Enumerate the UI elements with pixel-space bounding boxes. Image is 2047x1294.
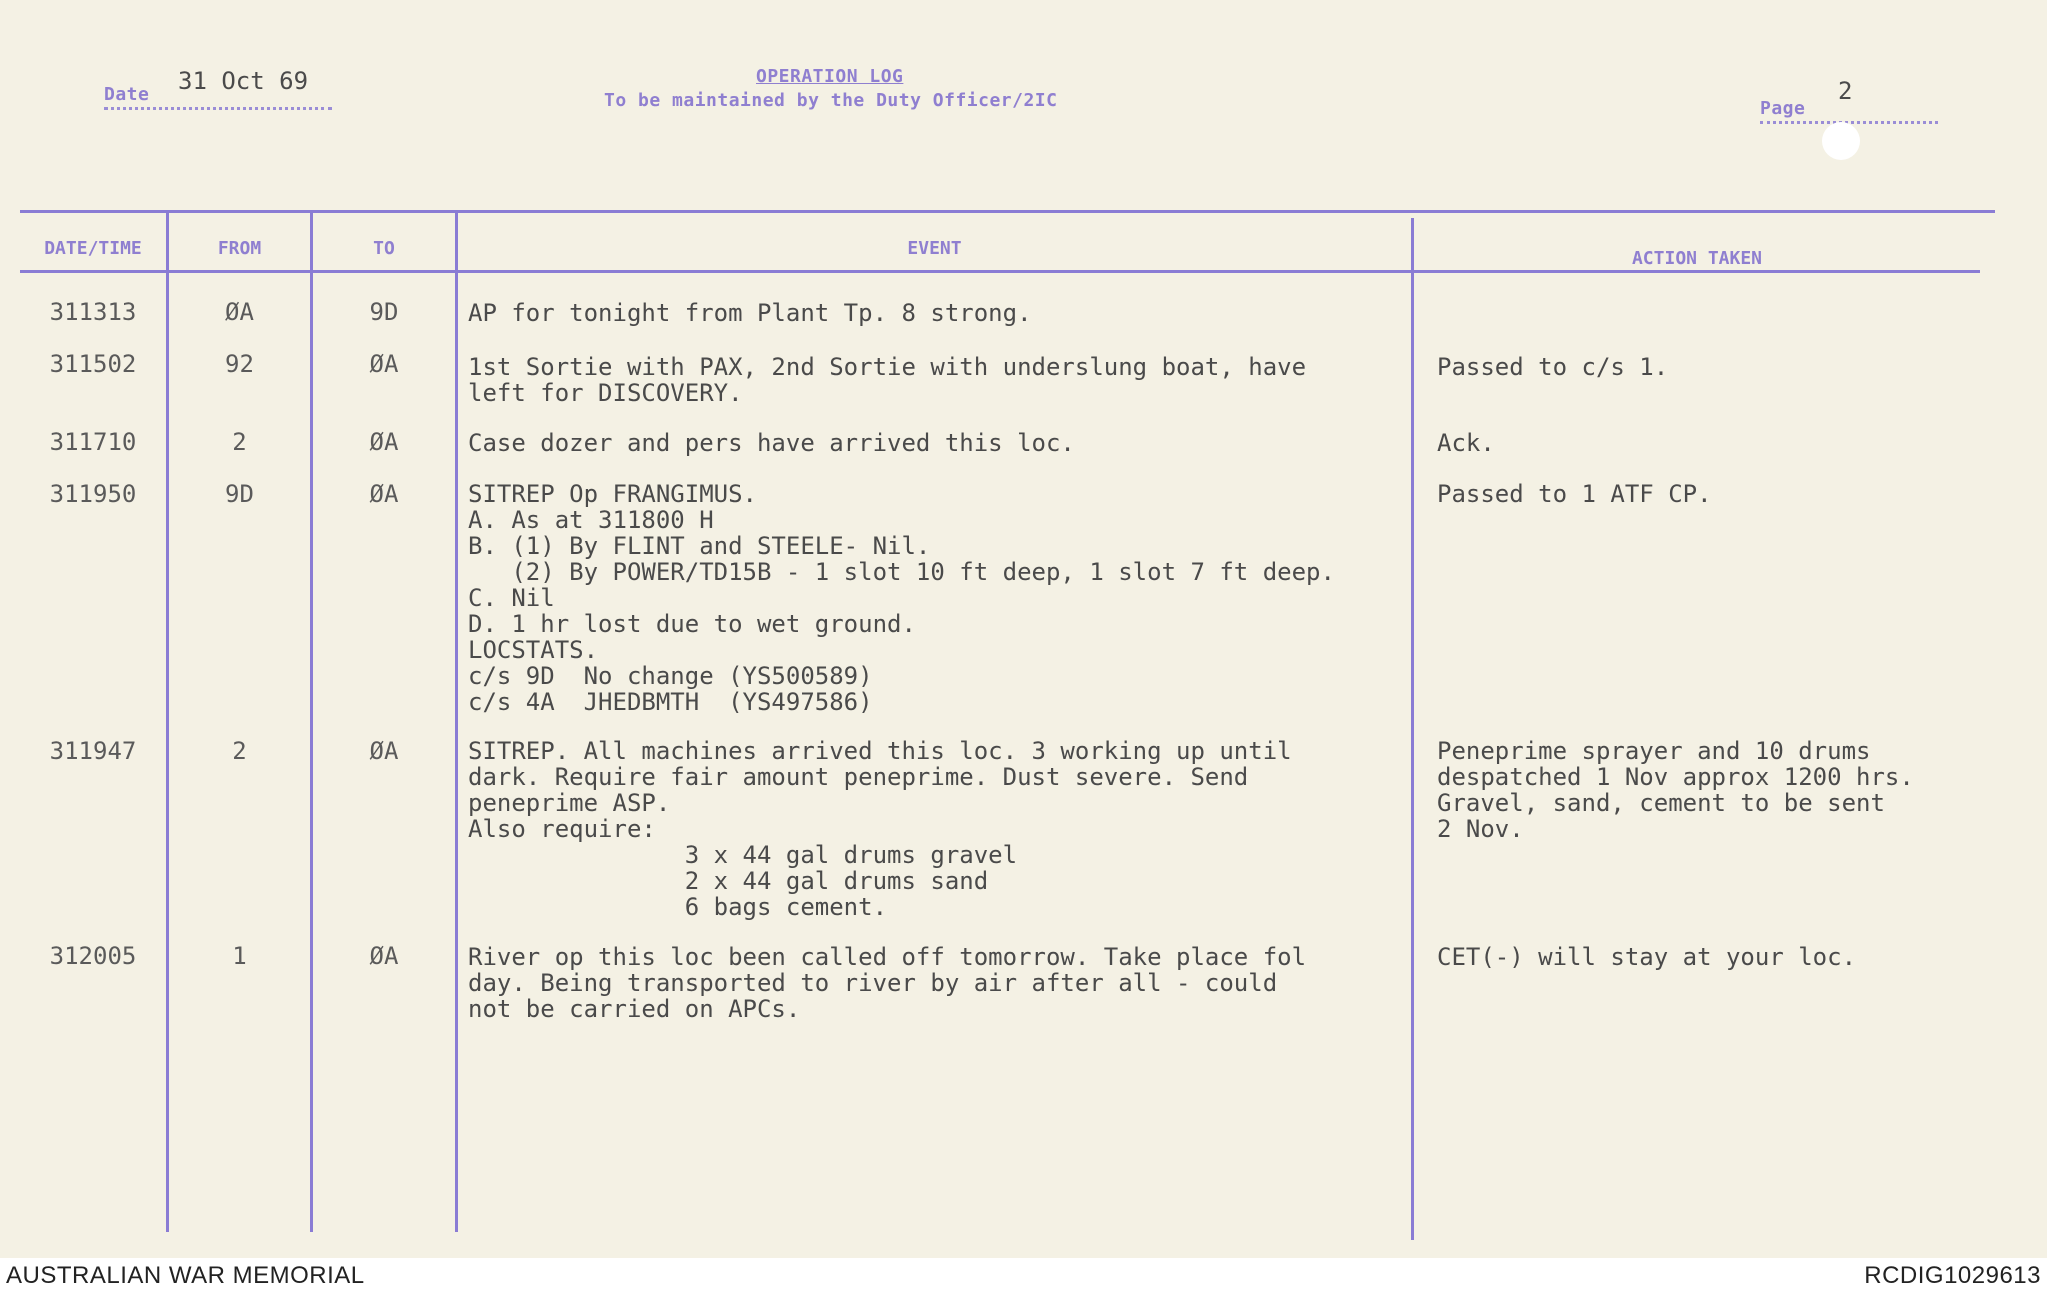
row-1-to: 9D (369, 298, 399, 326)
date-value: 31 Oct 69 (178, 67, 309, 95)
log-subtitle: To be maintained by the Duty Officer/2IC (604, 90, 1058, 111)
row-1-event: AP for tonight from Plant Tp. 8 strong. (468, 299, 1032, 327)
row-3-event: Case dozer and pers have arrived this loc. (468, 429, 1075, 457)
punch-hole (1822, 122, 1860, 160)
row-4-datetime: 311950 (49, 480, 137, 508)
col-header-datetime: DATE/TIME (44, 238, 142, 259)
page-label-text: Page (1760, 98, 1806, 119)
row-4-event: SITREP Op FRANGIMUS. A. As at 311800 H B. (1) By FLINT and STEELE- Nil. (2) By POWER/TD15B - 1 slot 10 ft deep, 1 slot 7 ft deep. C. Nil D. 1 hr lost due to wet ground. LOCSTATS. c/s 9D No change (YS500589) c/s 4A JHEDBMTH (YS497586) (468, 480, 1335, 716)
col-header-from: FROM (217, 238, 262, 259)
row-2-to: ØA (369, 350, 399, 378)
col-header-action: ACTION TAKEN (1631, 248, 1763, 269)
col-header-event: EVENT (907, 238, 962, 259)
row-3-datetime: 311710 (49, 428, 137, 456)
log-title: OPERATION LOG (756, 66, 904, 87)
footer-id: RCDIG1029613 (1864, 1262, 2041, 1289)
row-5-from: 2 (232, 737, 247, 765)
row-3-from: 2 (232, 428, 247, 456)
row-2-datetime: 311502 (49, 350, 137, 378)
row-1-from: ØA (225, 298, 254, 326)
row-2-from: 92 (225, 350, 254, 378)
row-1-datetime: 311313 (49, 298, 137, 326)
row-3-to: ØA (369, 428, 399, 456)
row-6-datetime: 312005 (49, 942, 137, 970)
row-3-action: Ack. (1437, 429, 1495, 457)
row-5-event: SITREP. All machines arrived this loc. 3 working up until dark. Require fair amount peneprime. Dust severe. Send peneprime ASP. Also require: 3 x 44 gal drums gravel 2 x 44 gal drums sand 6 bags cement. (468, 737, 1292, 921)
row-4-from: 9D (225, 480, 254, 508)
row-5-datetime: 311947 (49, 737, 137, 765)
row-6-action: CET(-) will stay at your loc. (1437, 943, 1857, 971)
row-2-action: Passed to c/s 1. (1437, 353, 1669, 381)
table-top-rule (20, 210, 1995, 213)
row-5-action: Peneprime sprayer and 10 drums despatched 1 Nov approx 1200 hrs. Gravel, sand, cement to be sent 2 Nov. (1437, 737, 1914, 843)
col-divider-3 (455, 212, 458, 1232)
col-divider-4 (1411, 218, 1414, 1240)
row-2-event: 1st Sortie with PAX, 2nd Sortie with underslung boat, have left for DISCOVERY. (468, 353, 1307, 407)
row-6-to: ØA (369, 942, 399, 970)
row-6-event: River op this loc been called off tomorrow. Take place fol day. Being transported to river by air after all - could not be carried on APCs. (468, 943, 1307, 1023)
page-value: 2 (1838, 77, 1853, 105)
header-bottom-rule (20, 270, 1980, 273)
date-label-text: Date (104, 84, 150, 105)
footer-source: AUSTRALIAN WAR MEMORIAL (6, 1262, 365, 1289)
col-header-to: TO (373, 238, 395, 259)
row-6-from: 1 (232, 942, 247, 970)
row-4-to: ØA (369, 480, 399, 508)
row-5-to: ØA (369, 737, 399, 765)
row-4-action: Passed to 1 ATF CP. (1437, 480, 1712, 508)
